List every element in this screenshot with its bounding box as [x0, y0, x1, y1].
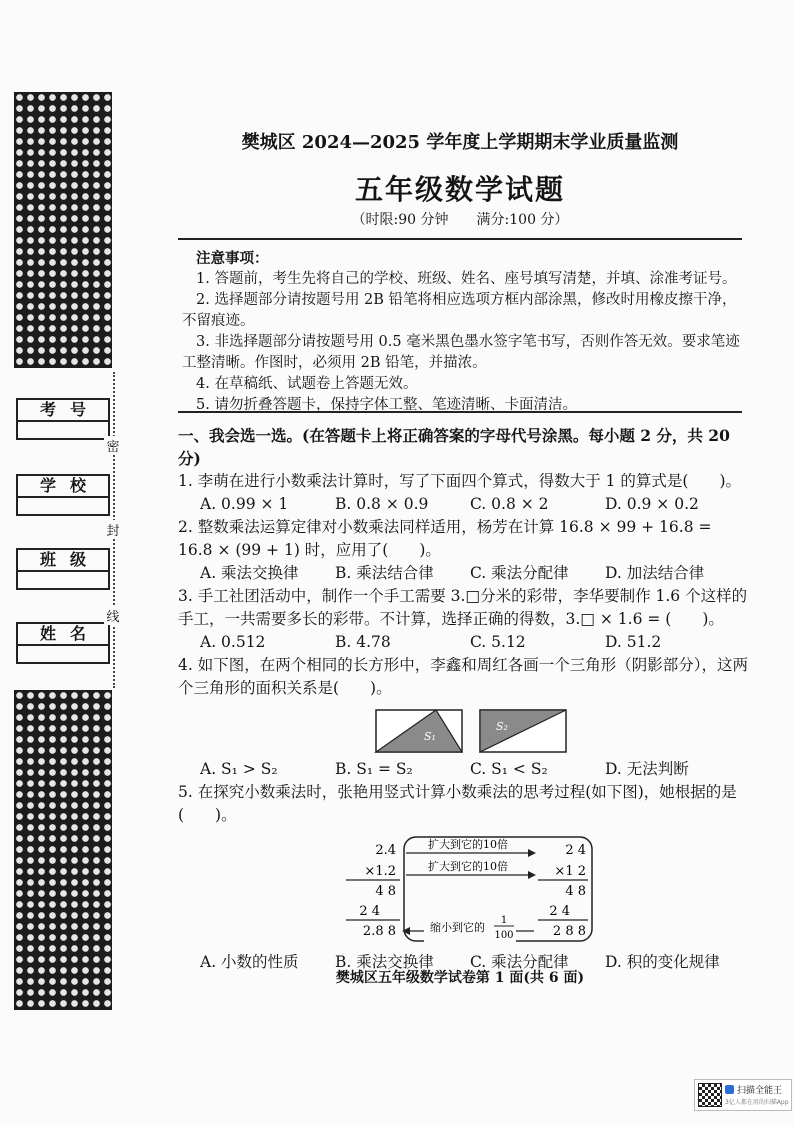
binding-label-line: 线	[104, 606, 122, 625]
exam-header: 樊城区 2024—2025 学年度上学期期末学业质量监测	[241, 132, 679, 153]
triangle-figure	[178, 706, 748, 756]
s1-label: S₁	[424, 730, 436, 743]
option: D. 加法结合律	[605, 564, 705, 582]
triangle-figure-svg	[178, 706, 778, 756]
arrow-expand-1-label: 扩大到它的10倍	[428, 838, 508, 851]
calc-left-line: 2.4	[375, 843, 396, 858]
right-vertical-calc	[538, 843, 588, 939]
binding-label-seal: 密	[104, 436, 122, 455]
calc-left-line: 2 4	[359, 904, 380, 919]
multiplication-figure	[178, 833, 748, 947]
option: D. 51.2	[605, 633, 662, 651]
note-item: 3. 非选择题部分请按题号用 0.5 毫米黑色墨水签字笔书写，否则作答无效。要求笔迹工整清晰。作图时，必须用 2B 铅笔，并描浓。	[182, 334, 740, 371]
decorative-pattern-top	[14, 92, 112, 368]
option: A. 0.99 × 1	[200, 495, 289, 513]
option: B. S₁ = S₂	[335, 760, 413, 778]
arrow-expand-1	[406, 837, 536, 857]
option: C. 0.8 × 2	[470, 495, 549, 513]
rule-mid	[178, 411, 742, 413]
option: B. 4.78	[335, 633, 391, 651]
s2-label: S₂	[496, 720, 508, 733]
fraction-denominator: 100	[494, 930, 514, 941]
option: B. 乘法结合律	[335, 564, 434, 582]
question-section	[178, 424, 748, 974]
exam-number-label: 考号	[18, 400, 108, 422]
class-box	[16, 548, 110, 590]
option: B. 乘法交换律	[335, 953, 434, 971]
page-footer: 樊城区五年级数学试卷第 1 面(共 6 面)	[335, 970, 585, 986]
section-title: 一、我会选一选。(在答题卡上将正确答案的字母代号涂黑。每小题 2 分，共 20 分)	[178, 426, 730, 468]
binding-label-close: 封	[104, 520, 122, 539]
notes-block	[182, 248, 742, 416]
option: A. 乘法交换律	[200, 564, 299, 582]
question-2-options	[178, 562, 748, 585]
option: C. 乘法分配律	[470, 564, 569, 582]
option: A. S₁ > S₂	[200, 760, 278, 778]
rectangle-right	[480, 710, 566, 752]
page-title: 五年级数学试题	[354, 173, 565, 206]
option: D. 0.9 × 0.2	[605, 495, 699, 513]
option: B. 0.8 × 0.9	[335, 495, 429, 513]
school-box	[16, 474, 110, 516]
qr-code-icon	[698, 1083, 722, 1107]
option: A. 0.512	[200, 633, 266, 651]
question-4-options	[178, 758, 748, 781]
question-3-options	[178, 631, 748, 654]
calc-right-line: 2 8 8	[552, 924, 586, 939]
rule-top	[178, 238, 742, 240]
note-item: 1. 答题前，考生先将自己的学校、班级、姓名、座号填写清楚，并填、涂准考证号。	[196, 271, 737, 287]
option: C. 乘法分配律	[470, 953, 569, 971]
multiplication-figure-svg	[178, 833, 778, 947]
question-5: 5. 在探究小数乘法时，张艳用竖式计算小数乘法的思考过程(如下图)，她根据的是( )。	[178, 783, 737, 824]
calc-left-line: 4 8	[375, 884, 396, 899]
calc-right-line: 2 4	[565, 843, 586, 858]
calc-right-line: 4 8	[565, 884, 586, 899]
question-4: 4. 如下图，在两个相同的长方形中，李鑫和周红各画一个三角形（阴影部分），这两个三角形的面积关系是( )。	[178, 656, 748, 697]
arrow-expand-2-label: 扩大到它的10倍	[428, 860, 508, 873]
note-item: 2. 选择题部分请按题号用 2B 铅笔将相应选项方框内部涂黑，修改时用橡皮擦干净，不留痕迹。	[182, 292, 737, 329]
arrow-shrink	[402, 911, 534, 943]
question-1-options	[178, 493, 748, 516]
rectangle-left	[376, 710, 462, 752]
calc-left-line: ×1.2	[364, 864, 396, 879]
option: C. 5.12	[470, 633, 526, 651]
note-item: 5. 请勿折叠答题卡，保持字体工整、笔迹清晰、卡面清洁。	[196, 397, 577, 413]
class-label: 班级	[18, 550, 108, 572]
notes-heading: 注意事项：	[196, 250, 269, 267]
question-1: 1. 李萌在进行小数乘法计算时，写了下面四个算式，得数大于 1 的算式是( )。	[178, 472, 742, 490]
left-vertical-calc	[346, 843, 400, 939]
scanner-logo-icon	[725, 1085, 734, 1094]
scanner-name: 扫描全能王	[737, 1086, 783, 1096]
calc-right-line: 2 4	[549, 904, 570, 919]
exam-number-box	[16, 398, 110, 440]
fraction-numerator: 1	[500, 915, 508, 926]
scanner-stamp	[694, 1079, 792, 1111]
option: A. 小数的性质	[200, 953, 299, 971]
calc-right-line: ×1 2	[554, 864, 586, 879]
note-item: 4. 在草稿纸、试题卷上答题无效。	[196, 376, 418, 392]
scanner-sub: 3亿人都在用的扫描App	[725, 1099, 789, 1106]
option: D. 无法判断	[605, 760, 689, 778]
name-box	[16, 622, 110, 664]
arrow-shrink-label: 缩小到它的	[430, 921, 485, 934]
option: D. 积的变化规律	[605, 953, 720, 971]
arrow-expand-2	[406, 859, 536, 879]
question-3: 3. 手工社团活动中，制作一个手工需要 3.□分米的彩带，李华要制作 1.6 个这样的手工，一共需要多长的彩带。不计算，选择正确的得数，3.□ × 1.6 = ( )。	[178, 587, 748, 628]
option: C. S₁ < S₂	[470, 760, 548, 778]
school-label: 学校	[18, 476, 108, 498]
calc-left-line: 2.8 8	[362, 924, 396, 939]
name-label: 姓名	[18, 624, 108, 646]
question-2: 2. 整数乘法运算定律对小数乘法同样适用，杨芳在计算 16.8 × 99 + 16.8 = 16.8 × (99 + 1) 时，应用了( )。	[178, 518, 712, 559]
exam-meta: （时限:90 分钟 满分:100 分）	[351, 212, 569, 228]
decorative-pattern-bottom	[14, 690, 112, 1010]
